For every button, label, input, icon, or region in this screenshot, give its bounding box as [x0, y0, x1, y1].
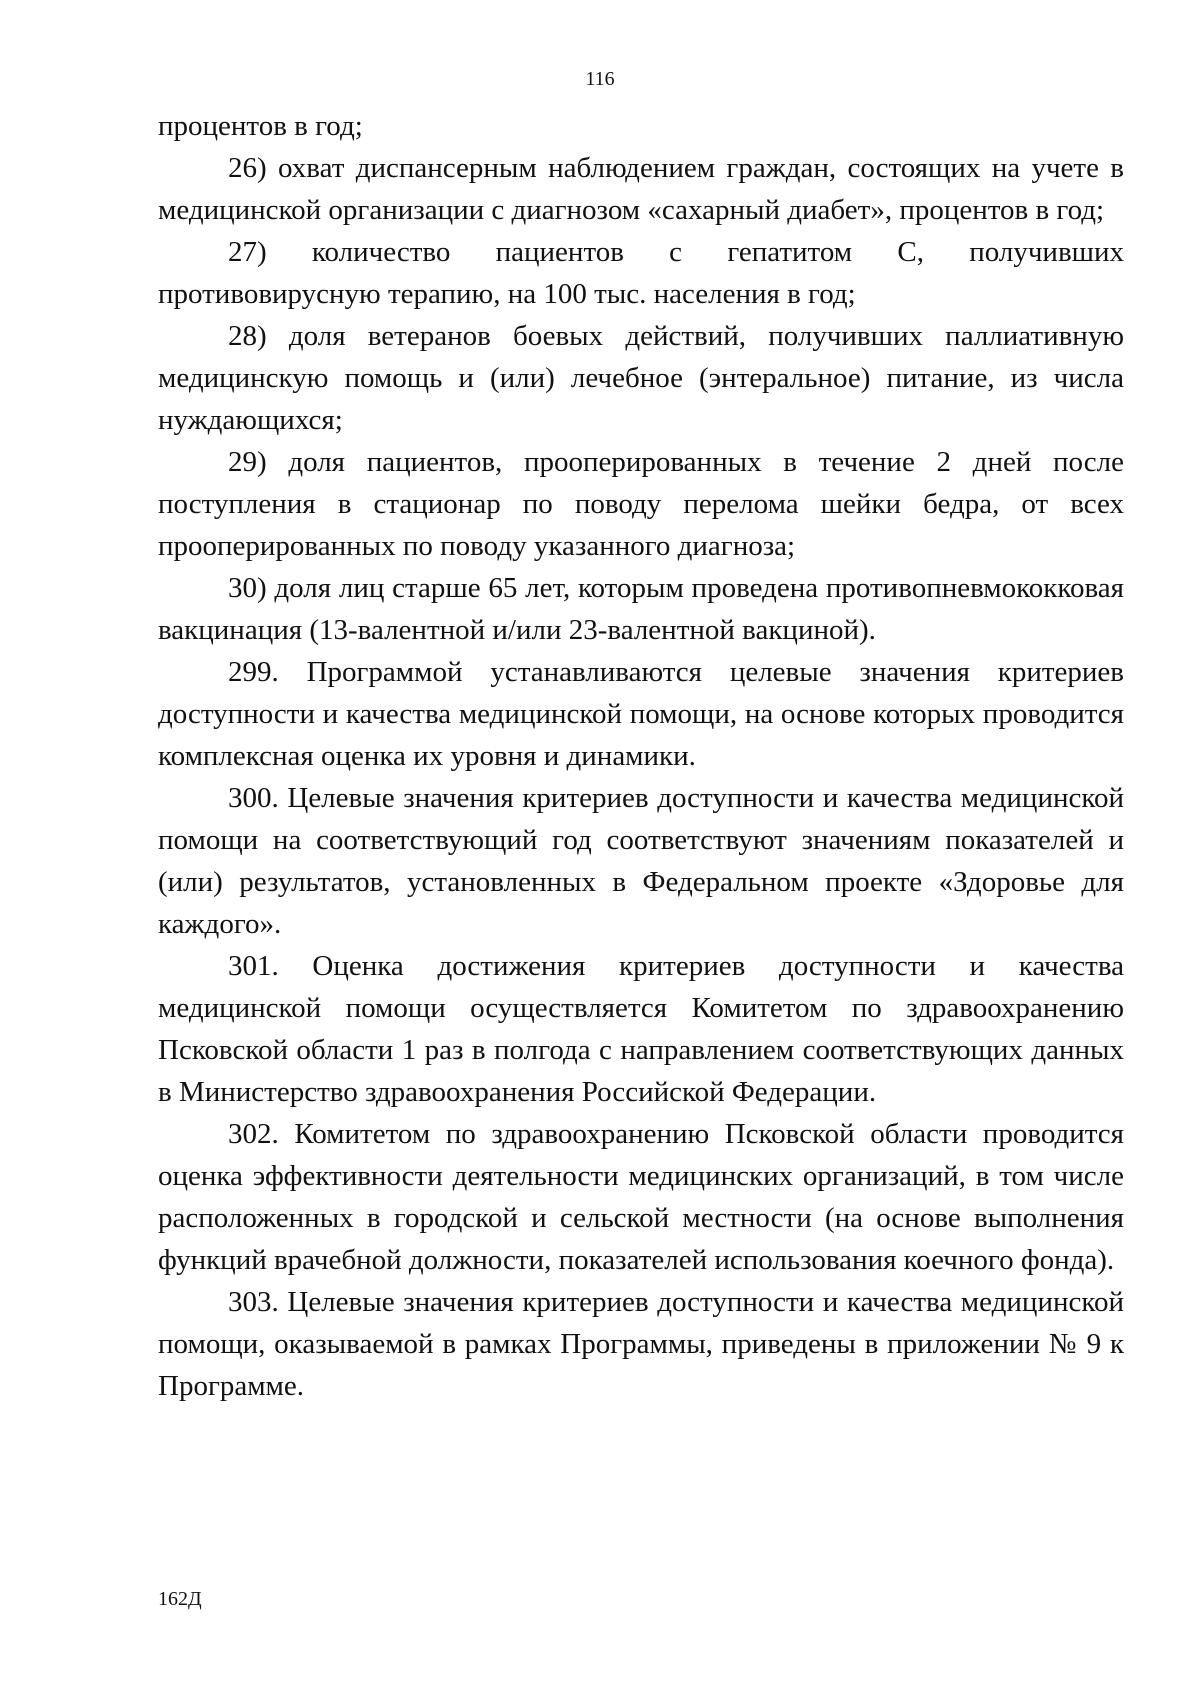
- paragraph-item-27: 27) количество пациентов с гепатитом С, получивших противовирусную терапию, на 100 тыс. населения в год;: [158, 236, 1124, 310]
- paragraph-clause-300: 300. Целевые значения критериев доступности и качества медицинской помощи на соответствующий год соответствуют значениям показателей и (или) результатов, установленных в Федеральном проекте «Здоровье для каждого».: [158, 782, 1124, 940]
- document-code: 162Д: [158, 1588, 202, 1610]
- paragraph-item-28: 28) доля ветеранов боевых действий, получивших паллиативную медицинскую помощь и (или) лечебное (энтеральное) питание, из числа нуждающихся;: [158, 320, 1124, 436]
- paragraph-clause-303: 303. Целевые значения критериев доступности и качества медицинской помощи, оказываемой в рамках Программы, приведены в приложении № 9 к Программе.: [158, 1286, 1124, 1402]
- paragraph-item-26: 26) охват диспансерным наблюдением граждан, состоящих на учете в медицинской организации с диагнозом «сахарный диабет», процентов в год;: [158, 152, 1124, 226]
- paragraph-clause-302: 302. Комитетом по здравоохранению Псковской области проводится оценка эффективности деятельности медицинских организаций, в том числе расположенных в городской и сельской местности (на основе выполнения функций врачебной должности, показателей использования коечного фонда).: [158, 1118, 1124, 1276]
- document-body: [158, 105, 1124, 1407]
- page-number: 116: [585, 68, 615, 90]
- paragraph-clause-299: 299. Программой устанавливаются целевые значения критериев доступности и качества медицинской помощи, на основе которых проводится комплексная оценка их уровня и динамики.: [158, 656, 1124, 772]
- paragraph-item-29: 29) доля пациентов, прооперированных в течение 2 дней после поступления в стационар по поводу перелома шейки бедра, от всех прооперированных по поводу указанного диагноза;: [158, 446, 1124, 562]
- paragraph-continuation: процентов в год;: [158, 110, 363, 142]
- paragraph-clause-301: 301. Оценка достижения критериев доступности и качества медицинской помощи осуществляется Комитетом по здравоохранению Псковской области 1 раз в полгода с направлением соответствующих данных в Министерство здравоохранения Российской Федерации.: [158, 950, 1124, 1108]
- paragraph-item-30: 30) доля лиц старше 65 лет, которым проведена противопневмококковая вакцинация (13-валентной и/или 23-валентной вакциной).: [158, 572, 1124, 646]
